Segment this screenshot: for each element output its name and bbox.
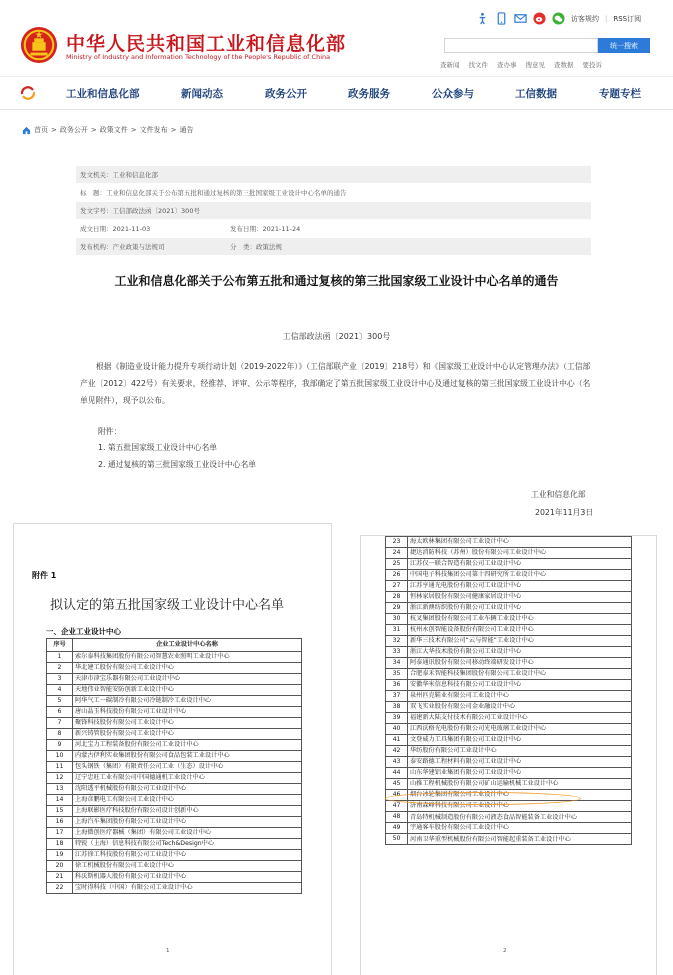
center-name: 华北建工股份有限公司工业设计中心 bbox=[73, 663, 302, 674]
center-name: 聚锋科技股份有限公司工业设计中心 bbox=[73, 718, 302, 729]
table-row bbox=[47, 674, 302, 685]
row-number: 20 bbox=[47, 861, 73, 872]
row-number: 41 bbox=[386, 735, 408, 746]
home-icon[interactable] bbox=[22, 126, 31, 135]
info-issuer: 发文机关：工业和信息化部 bbox=[76, 166, 591, 184]
row-number: 29 bbox=[386, 603, 408, 614]
center-name: 天地伟业智能安防创新工业设计中心 bbox=[73, 685, 302, 696]
info-dates bbox=[76, 220, 591, 238]
row-number: 49 bbox=[386, 823, 408, 834]
row-number: 28 bbox=[386, 592, 408, 603]
rss-link[interactable]: RSS订阅 bbox=[613, 14, 642, 23]
sign-date: 2021年11月3日 bbox=[535, 508, 594, 517]
center-name: 江苏亨通光电股份有限公司工业设计中心 bbox=[408, 581, 632, 592]
info-category: 分 类：政策法规 bbox=[230, 243, 282, 251]
table-row bbox=[47, 707, 302, 718]
center-name: 杭州永创智能设备股份有限公司工业设计中心 bbox=[408, 625, 632, 636]
center-name: 合肥泰禾智能科技集团股份有限公司工业设计中心 bbox=[408, 669, 632, 680]
col-header-no: 序号 bbox=[47, 639, 73, 652]
center-name: 上海联影医疗科技股份有限公司设计创新中心 bbox=[73, 806, 302, 817]
center-name: 恒林家居股份有限公司健康家居设计中心 bbox=[408, 592, 632, 603]
table-row bbox=[47, 784, 302, 795]
row-number: 11 bbox=[47, 762, 73, 773]
row-number: 45 bbox=[386, 779, 408, 790]
table-row bbox=[47, 652, 302, 663]
table-row bbox=[47, 751, 302, 762]
breadcrumb-policy-files[interactable]: 政策文件 bbox=[99, 126, 128, 134]
center-name: 辽宁忠旺工业有限公司中国德通机工业设计中心 bbox=[73, 773, 302, 784]
info-doc-number: 发文字号：工信部政法函〔2021〕300号 bbox=[76, 202, 591, 220]
col-header-name: 企业工业设计中心名称 bbox=[73, 639, 302, 652]
weibo-icon[interactable] bbox=[533, 12, 546, 25]
table-row bbox=[386, 768, 632, 779]
row-number: 37 bbox=[386, 691, 408, 702]
divider: | bbox=[605, 14, 608, 23]
table-row bbox=[386, 746, 632, 757]
row-number: 16 bbox=[47, 817, 73, 828]
row-number: 24 bbox=[386, 548, 408, 559]
center-name: 浙江大华技术股份有限公司工业设计中心 bbox=[408, 647, 632, 658]
row-number: 43 bbox=[386, 757, 408, 768]
center-name: 内蒙古伊利实业集团股份有限公司食品包装工业设计中心 bbox=[73, 751, 302, 762]
table-row bbox=[386, 658, 632, 669]
row-number: 6 bbox=[47, 707, 73, 718]
table-row bbox=[386, 713, 632, 724]
nav-item-topics[interactable]: 专题专栏 bbox=[599, 88, 641, 100]
row-number: 26 bbox=[386, 570, 408, 581]
center-name: 双飞实业股份有限公司金业融设计中心 bbox=[408, 702, 632, 713]
row-number: 44 bbox=[386, 768, 408, 779]
mail-icon[interactable] bbox=[514, 12, 527, 25]
breadcrumb bbox=[22, 125, 194, 135]
table-row bbox=[386, 702, 632, 713]
breadcrumb-home[interactable]: 首页 bbox=[34, 126, 48, 134]
attachment-link-1[interactable]: 1. 第五批国家级工业设计中心名单 bbox=[98, 443, 218, 452]
table-row bbox=[47, 850, 302, 861]
row-number: 8 bbox=[47, 729, 73, 740]
document-info-box bbox=[76, 166, 591, 256]
table-row bbox=[386, 735, 632, 746]
center-name: 唐山晶玉科技股份有限公司工业设计中心 bbox=[73, 707, 302, 718]
table-row bbox=[386, 823, 632, 834]
breadcrumb-sep: > bbox=[130, 126, 137, 134]
section-heading: 一、企业工业设计中心 bbox=[46, 627, 121, 636]
center-name: 特锐（上海）信息科技有限公司Tech&Design中心 bbox=[73, 839, 302, 850]
row-number: 22 bbox=[47, 883, 73, 894]
table-row bbox=[47, 740, 302, 751]
row-number: 47 bbox=[386, 801, 408, 812]
visitor-rules-link[interactable]: 访客规约 bbox=[571, 14, 599, 23]
signer: 工业和信息化部 bbox=[531, 490, 586, 499]
nav-item-participation[interactable]: 公众参与 bbox=[432, 88, 474, 100]
row-number: 40 bbox=[386, 724, 408, 735]
row-number: 32 bbox=[386, 636, 408, 647]
row-number: 15 bbox=[47, 806, 73, 817]
search-button[interactable]: 统一搜索 bbox=[598, 38, 650, 53]
nav-item-news[interactable]: 新闻动态 bbox=[181, 88, 223, 100]
table-row bbox=[386, 636, 632, 647]
row-number: 5 bbox=[47, 696, 73, 707]
table-row bbox=[386, 680, 632, 691]
row-number: 33 bbox=[386, 647, 408, 658]
center-name: 福建新大陆支付技术有限公司工业设计中心 bbox=[408, 713, 632, 724]
center-name: 江西沃格光电股份有限公司光电玻璃工业设计中心 bbox=[408, 724, 632, 735]
table-row bbox=[47, 839, 302, 850]
row-number: 27 bbox=[386, 581, 408, 592]
table-row bbox=[386, 801, 632, 812]
quick-link-complaints[interactable]: 要投诉 bbox=[582, 61, 602, 69]
center-name: 捷达消防科技（苏州）股份有限公司工业设计中心 bbox=[408, 548, 632, 559]
table-row bbox=[386, 603, 632, 614]
nav-item-data[interactable]: 工信数据 bbox=[515, 88, 557, 100]
table-row bbox=[47, 729, 302, 740]
page-number: 1 bbox=[166, 948, 170, 954]
row-number: 31 bbox=[386, 625, 408, 636]
center-name: 济南森峰科技有限公司工业设计中心 bbox=[408, 801, 632, 812]
wechat-icon[interactable] bbox=[552, 12, 565, 25]
accessibility-icon[interactable] bbox=[476, 12, 489, 25]
page-number: 2 bbox=[503, 948, 507, 954]
center-name: 天津市津宝乐器有限公司工业设计中心 bbox=[73, 674, 302, 685]
attachment-image bbox=[14, 524, 656, 975]
table-row bbox=[386, 537, 632, 548]
search-input[interactable] bbox=[444, 38, 598, 53]
info-org: 发布机构：产业政策与法规司 bbox=[80, 243, 165, 251]
center-name: 宝时得科技（中国）有限公司工业设计中心 bbox=[73, 883, 302, 894]
table-row bbox=[386, 548, 632, 559]
document-body: 根据《制造业设计能力提升专项行动计划（2019-2022年）》（工信部联产业〔2019〕218号）和《国家级工业设计中心认定管理办法》（工信部产业〔2012〕422号）有关要求，经推荐、评审、公示等程序，我部确定了第五批国家级工业设计中心及通过复核的第三批国家级工业设计中心（名单见附件），现予以公布。 bbox=[80, 362, 591, 405]
center-name: 新兴铸管股份有限公司工业设计中心 bbox=[73, 729, 302, 740]
document-title: 工业和信息化部关于公布第五批和通过复核的第三批国家级工业设计中心名单的通告 bbox=[114, 274, 559, 288]
table-row bbox=[386, 614, 632, 625]
row-number: 39 bbox=[386, 713, 408, 724]
table-row bbox=[386, 559, 632, 570]
table-row bbox=[386, 647, 632, 658]
center-name: 徐工机械股份有限公司工业设计中心 bbox=[73, 861, 302, 872]
row-number: 50 bbox=[386, 834, 408, 845]
attachment-list-title: 拟认定的第五批国家级工业设计中心名单 bbox=[50, 598, 285, 613]
center-name: 文登威力工具集团有限公司工业设计中心 bbox=[408, 735, 632, 746]
table-row bbox=[47, 883, 302, 894]
quick-links bbox=[440, 60, 602, 69]
breadcrumb-sep: > bbox=[170, 126, 177, 134]
center-name: 浙江新澳纺织股份有限公司工业设计中心 bbox=[408, 603, 632, 614]
table-row bbox=[47, 762, 302, 773]
center-name: 江苏徐工科技股份有限公司工业设计中心 bbox=[73, 850, 302, 861]
center-name: 索尔泰科技集团股份有限公司智慧农业照明工业设计中心 bbox=[73, 652, 302, 663]
center-name: 山推工程机械股份有限公司矿山运输机械工业设计中心 bbox=[408, 779, 632, 790]
center-name: 科沃斯机器人股份有限公司工业设计中心 bbox=[73, 872, 302, 883]
row-number: 30 bbox=[386, 614, 408, 625]
center-name: 泰安路德工程材料有限公司工业设计中心 bbox=[408, 757, 632, 768]
attachment-link-2[interactable]: 2. 通过复核的第三批国家级工业设计中心名单 bbox=[98, 460, 257, 469]
center-name: 安徽华米信息科技有限公司工业设计中心 bbox=[408, 680, 632, 691]
table-row bbox=[386, 592, 632, 603]
quick-link-data[interactable]: 查数据 bbox=[554, 61, 574, 69]
row-number: 25 bbox=[386, 559, 408, 570]
row-number: 23 bbox=[386, 537, 408, 548]
center-name: 宇通客车股份有限公司工业设计中心 bbox=[408, 823, 632, 834]
table-row bbox=[386, 757, 632, 768]
table-row bbox=[386, 724, 632, 735]
document-number: 工信部政法函〔2021〕300号 bbox=[282, 332, 391, 341]
center-name: 上海彦鹏电工有限公司工业设计中心 bbox=[73, 795, 302, 806]
center-name: 河北宝力工程装备股份有限公司工业设计中心 bbox=[73, 740, 302, 751]
site-subtitle: Ministry of Industry and Information Technology of the People's Republic of China bbox=[66, 53, 331, 61]
row-number: 9 bbox=[47, 740, 73, 751]
center-name: 中国电子科技集团公司第十四研究所工业设计中心 bbox=[408, 570, 632, 581]
row-number: 12 bbox=[47, 773, 73, 784]
table-row bbox=[47, 795, 302, 806]
row-number: 18 bbox=[47, 839, 73, 850]
table-row bbox=[386, 834, 632, 845]
table-row bbox=[47, 817, 302, 828]
table-row bbox=[47, 685, 302, 696]
center-name: 烟台冰轮集团有限公司工业设计中心 bbox=[408, 790, 632, 801]
row-number: 34 bbox=[386, 658, 408, 669]
info-title: 标 题：工业和信息化部关于公布第五批和通过复核的第三批国家级工业设计中心名单的通告 bbox=[76, 184, 591, 202]
attachment-page-2 bbox=[361, 536, 656, 975]
top-utility-bar bbox=[476, 12, 641, 25]
nav-item-ministry[interactable]: 工业和信息化部 bbox=[66, 88, 140, 100]
table-row bbox=[386, 570, 632, 581]
table-row bbox=[47, 828, 302, 839]
center-name: 海太欧林集团有限公司工业设计中心 bbox=[408, 537, 632, 548]
table-row bbox=[386, 790, 632, 801]
table-row bbox=[47, 696, 302, 707]
table-row bbox=[47, 861, 302, 872]
row-number: 46 bbox=[386, 790, 408, 801]
mobile-icon[interactable] bbox=[495, 12, 508, 25]
table-row bbox=[47, 773, 302, 784]
table-row bbox=[47, 718, 302, 729]
nav-item-services[interactable]: 政务服务 bbox=[348, 88, 390, 100]
center-name: 江苏仅一联合智造有限公司工业设计中心 bbox=[408, 559, 632, 570]
info-created-date: 成文日期：2021-11-03 bbox=[80, 225, 151, 233]
site-title[interactable]: 中华人民共和国工业和信息化部 bbox=[66, 33, 347, 55]
quick-link-opinions[interactable]: 搜意见 bbox=[525, 61, 545, 69]
table-row bbox=[47, 663, 302, 674]
centers-table-page2 bbox=[385, 536, 632, 845]
breadcrumb-gov-affairs[interactable]: 政务公开 bbox=[59, 126, 88, 134]
center-name: 上海汽车集团股份有限公司工业设计中心 bbox=[73, 817, 302, 828]
breadcrumb-file-release[interactable]: 文件发布 bbox=[139, 126, 168, 134]
table-row bbox=[386, 625, 632, 636]
quick-link-files[interactable]: 找文件 bbox=[468, 61, 488, 69]
table-row bbox=[386, 581, 632, 592]
breadcrumb-sep: > bbox=[51, 126, 57, 134]
national-emblem-logo[interactable] bbox=[20, 26, 58, 64]
row-number: 48 bbox=[386, 812, 408, 823]
row-number: 42 bbox=[386, 746, 408, 757]
nav-item-gov-affairs[interactable]: 政务公开 bbox=[265, 88, 307, 100]
quick-link-services[interactable]: 查办事 bbox=[497, 61, 517, 69]
center-name: 青岛特机械制造股份有限公司液态食品智能装备工业设计中心 bbox=[408, 812, 632, 823]
table-row bbox=[386, 691, 632, 702]
center-name: 泉州匹克鞋业有限公司工业设计中心 bbox=[408, 691, 632, 702]
row-number: 14 bbox=[47, 795, 73, 806]
center-name: 上海微创医疗器械（集团）有限公司工业设计中心 bbox=[73, 828, 302, 839]
attachments-label: 附件： bbox=[98, 427, 122, 436]
row-number: 13 bbox=[47, 784, 73, 795]
table-row bbox=[386, 669, 632, 680]
attachment-page-1 bbox=[14, 524, 331, 975]
centers-table-page1 bbox=[46, 638, 302, 894]
info-published-date: 发布日期：2021-11-24 bbox=[230, 225, 301, 233]
table-row bbox=[386, 812, 632, 823]
main-nav bbox=[0, 76, 673, 110]
row-number: 35 bbox=[386, 669, 408, 680]
row-number: 38 bbox=[386, 702, 408, 713]
row-number: 2 bbox=[47, 663, 73, 674]
center-name: 新华三技术有限公司“云与智能”工业设计中心 bbox=[408, 636, 632, 647]
table-row bbox=[47, 872, 302, 883]
breadcrumb-sep: > bbox=[90, 126, 97, 134]
row-number: 10 bbox=[47, 751, 73, 762]
row-number: 7 bbox=[47, 718, 73, 729]
ministry-mark-icon[interactable] bbox=[20, 85, 36, 101]
center-name: 河南卫华重型机械股份有限公司智能起重装备工业设计中心 bbox=[408, 834, 632, 845]
table-row bbox=[47, 806, 302, 817]
row-number: 21 bbox=[47, 872, 73, 883]
center-name: 包头钢铁（集团）有限责任公司工业（生态）设计中心 bbox=[73, 762, 302, 773]
attachment-heading: 附件 1 bbox=[32, 571, 57, 580]
breadcrumb-notice[interactable]: 通告 bbox=[179, 126, 194, 134]
row-number: 4 bbox=[47, 685, 73, 696]
center-name: 杭叉集团股份有限公司工业车辆工业设计中心 bbox=[408, 614, 632, 625]
info-org-category bbox=[76, 238, 591, 256]
row-number: 17 bbox=[47, 828, 73, 839]
center-name: 阿泰通讯股份有限公司移动终端研发设计中心 bbox=[408, 658, 632, 669]
center-name: 山东华建铝业集团有限公司工业设计中心 bbox=[408, 768, 632, 779]
row-number: 19 bbox=[47, 850, 73, 861]
center-name: 沈阳透平机械股份有限公司工业设计中心 bbox=[73, 784, 302, 795]
row-number: 36 bbox=[386, 680, 408, 691]
row-number: 1 bbox=[47, 652, 73, 663]
row-number: 3 bbox=[47, 674, 73, 685]
quick-link-news[interactable]: 查新闻 bbox=[440, 61, 460, 69]
center-name: 阿华气工一碳制冷有限公司冷链制冷工业设计中心 bbox=[73, 696, 302, 707]
table-row bbox=[386, 779, 632, 790]
center-name: 华纺股份有限公司工业设计中心 bbox=[408, 746, 632, 757]
